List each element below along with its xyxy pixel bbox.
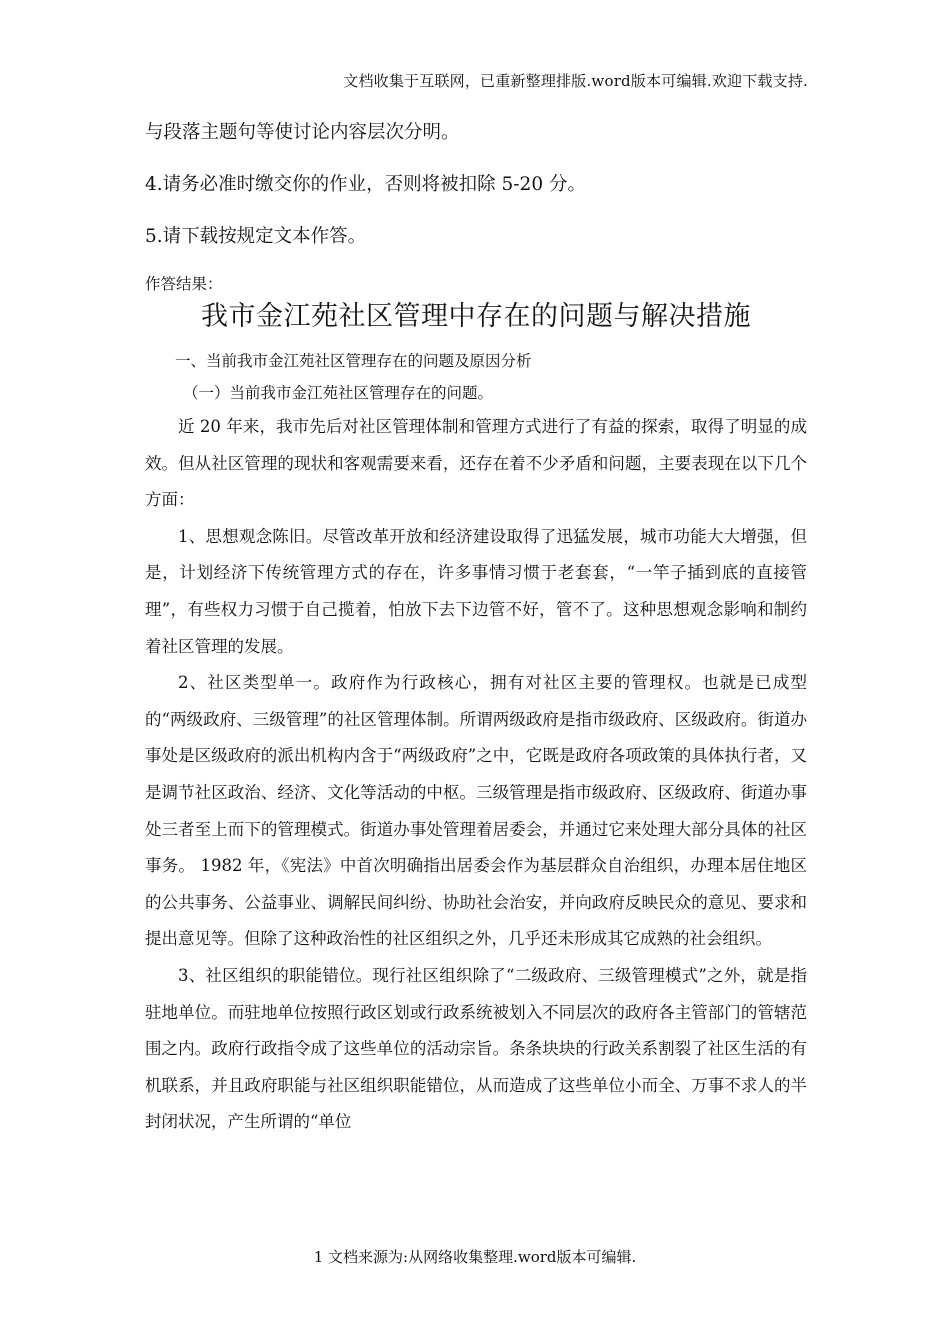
page-footer: 1 文档来源为:从网络收集整理.word版本可编辑. xyxy=(313,1248,637,1266)
instruction-line: 与段落主题句等使讨论内容层次分明。 xyxy=(145,122,460,143)
body-paragraph: 2、社区类型单一。政府作为行政核心，拥有对社区主要的管理权。也就是已成型的“两级政府、三级管理”的社区管理体制。所谓两级政府是指市级政府、区级政府。街道办事处是区级政府的派出机构内含于“两级政府”之中，它既是政府各项政策的具体执行者，又是调节社区政治、经济、文化等活动的中枢。三级管理是指市级政府、区级政府、街道办事处三者至上而下的管理模式。街道办事处管理着居委会，并通过它来处理大部分具体的社区事务。 1982 年，《宪法》中首次明确指出居委会作为基层群众自治组织，办理本居住地区的公共事务、公益事业、调解民间纠纷、协助社会治安，并向政府反映民众的意见、要求和提出意见等。但除了这种政治性的社区组织之外，几乎还未形成其它成熟的社会组织。 xyxy=(145,673,807,949)
body-paragraph: 3、社区组织的职能错位。现行社区组织除了“二级政府、三级管理模式”之外，就是指驻地单位。而驻地单位按照行政区划或行政系统被划入不同层次的政府各主管部门的管辖范围之内。政府行政指令成了这些单位的活动宗旨。条条块块的行政关系割裂了社区生活的有机联系，并且政府职能与社区组织职能错位，从而造成了这些单位小而全、万事不求人的半封闭状况，产生所谓的“单位 xyxy=(145,965,807,1132)
body-paragraph: 1、思想观念陈旧。尽管改革开放和经济建设取得了迅猛发展，城市功能大大增强，但是，计划经济下传统管理方式的存在，许多事情习惯于老套套，“一竿子插到底的直接管理”，有些权力习惯于自己揽着，怕放下去下边管不好，管不了。这种思想观念影响和制约着社区管理的发展。 xyxy=(145,526,807,656)
answer-label: 作答结果： xyxy=(145,275,223,293)
instruction-line: 5.请下载按规定文本作答。 xyxy=(145,226,367,247)
body-paragraph: 近 20 年来，我市先后对社区管理体制和管理方式进行了有益的探索，取得了明显的成效。但从社区管理的现状和客观需要来看，还存在着不少矛盾和问题，主要表现在以下几个方面： xyxy=(145,417,807,510)
document-body xyxy=(145,110,807,1141)
instruction-line: 4.请务必准时缴交你的作业，否则将被扣除 5-20 分。 xyxy=(145,174,586,195)
page-header: 文档收集于互联网，已重新整理排版.word版本可编辑.欢迎下载支持. xyxy=(343,72,808,90)
document-title: 我市金江苑社区管理中存在的问题与解决措施 xyxy=(201,301,751,332)
section-heading: 一、当前我市金江苑社区管理存在的问题及原因分析 xyxy=(175,352,532,370)
subsection-heading: （一）当前我市金江苑社区管理存在的问题。 xyxy=(183,384,494,402)
